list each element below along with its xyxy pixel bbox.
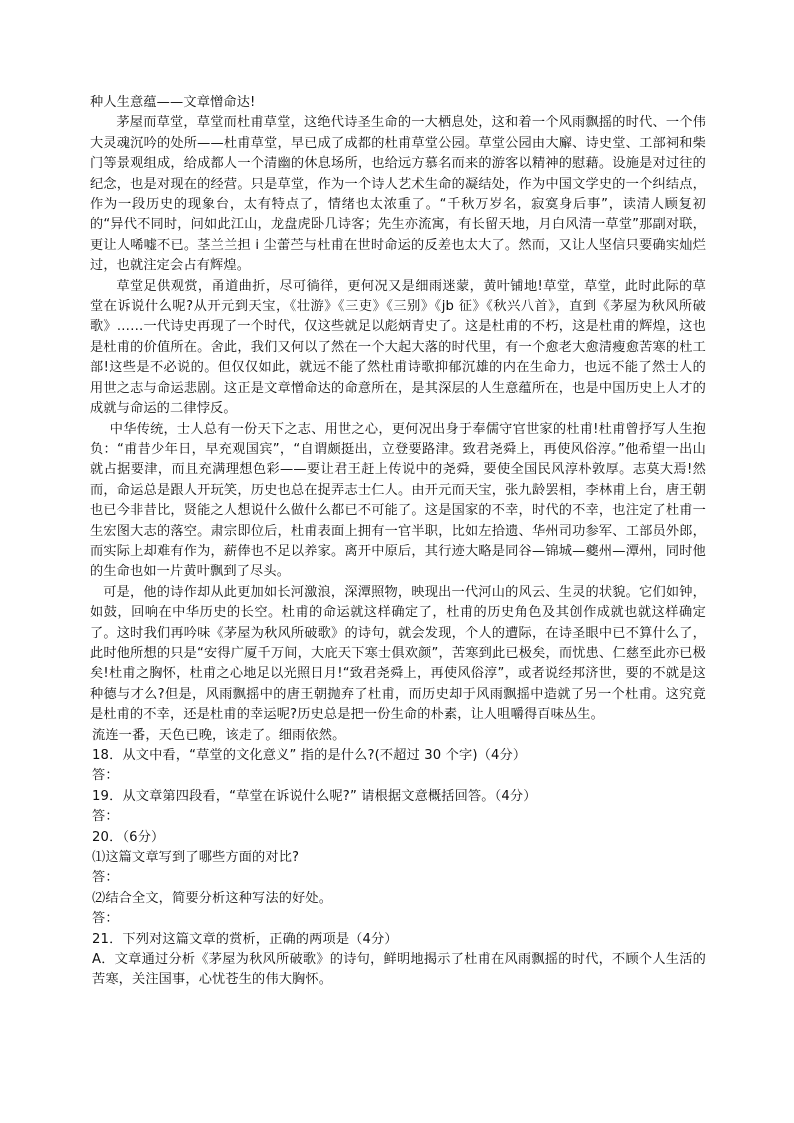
question-21: 21．下列对这篇文章的赏析，正确的两项是（4分） [92, 931, 398, 947]
question-21-option-a: A．文章通过分析《茅屋为秋风所破歌》的诗句，鲜明地揭示了杜甫在风雨飘摇的时代，不顾个人生活的苦寒，关注国事，心忧苍生的伟大胸怀。 [92, 952, 706, 988]
answer-18-label: 答： [92, 768, 119, 784]
article-body [90, 93, 706, 991]
question-20: 20．（6分） [92, 829, 165, 845]
question-18: 18．从文中看，“草堂的文化意义” 指的是什么?(不超过 30 个字)（4分） [92, 748, 527, 763]
paragraph-4: 可是，他的诗作却从此更加如长河激浪，深潭照物，映现出一代河山的风云、生灵的状貌。它们如钟，如鼓，回响在中华历史的长空。杜甫的命运就这样确定了，杜甫的历史角色及其创作成就也就这样确定了。这时我们再吟味《茅屋为秋风所破歌》的诗句，就会发现，个人的遭际，在诗圣眼中已不算什么了，此时他所想的只是“安得广厦千万间，大庇天下寒士俱欢颜”，苦寒到此已极矣，而忧患、仁慈至此亦已极矣!杜甫之胸怀，杜甫之心地足以光照日月!“致君尧舜上，再使风俗淳”，或者说经邦济世，要的不就是这种德与才么?但是，风雨飘摇中的唐王朝抛弃了杜甫，而历史却于风雨飘摇中造就了另一个杜甫。这究竟是杜甫的不幸，还是杜甫的幸运呢?历史总是把一份生命的朴素，让人咀嚼得百味丛生。 [90, 584, 706, 723]
paragraph-3: 中华传统，士人总有一份天下之志、用世之心，更何况出身于奉儒守官世家的杜甫!杜甫曾抒写人生抱负：“甫昔少年日，早充观国宾”，“自谓颇挺出，立登要路津。致君尧舜上，再使风俗淳。”他希望一出山就占据要津，而且充满理想色彩——要让君王赶上传说中的尧舜，要使全国民风淳朴敦厚。志莫大焉!然而，命运总是跟人开玩笑，历史也总在捉弄志士仁人。由开元而天宝，张九龄罢相，李林甫上台，唐王朝也已今非昔比，贤能之人想说什么做什么都已不可能了。这是国家的不幸，时代的不幸，也注定了杜甫一生宏图大志的落空。肃宗即位后，杜甫表面上拥有一官半职，比如左拾遗、华州司功参军、工部员外郎，而实际上却难有作为，薪俸也不足以养家。离开中原后，其行迹大略是同谷—锦城—夔州—潭州，同时他的生命也如一片黄叶飘到了尽头。 [90, 421, 706, 580]
answer-20-2-label: 答： [92, 911, 119, 927]
paragraph-5: 流连一番，天色已晚，该走了。细雨依然。 [92, 727, 346, 743]
answer-19-label: 答： [92, 809, 119, 825]
answer-20-1-label: 答： [92, 870, 119, 886]
paragraph-2: 草堂足供观赏，甬道曲折，尽可徜徉，更何况又是细雨迷蒙，黄叶铺地!草堂，草堂，此时此际的草堂在诉说什么呢?从开元到天宝，《壮游》《三吏》《三别》《jb 征》《秋兴八首》，直到《茅屋为秋风所破歌》……一代诗史再现了一个时代，仅这些就足以彪炳青史了。这是杜甫的不朽，这是杜甫的辉煌，这也是杜甫的价值所在。舍此，我们又何以了然在一个大起大落的时代里，有一个愈老大愈清瘦愈苦寒的杜工部!这些是不必说的。但仅仅如此，就远不能了然杜甫诗歌抑郁沉雄的内在生命力，也远不能了然士人的用世之志与命运悲剧。这正是文章憎命达的命意所在，是其深层的人生意蕴所在，也是中国历史上人才的成就与命运的二律悖反。 [90, 278, 706, 417]
paragraph-1: 茅屋而草堂，草堂而杜甫草堂，这绝代诗圣生命的一大栖息处，这和着一个风雨飘摇的时代、一个伟大灵魂沉吟的处所——杜甫草堂，早已成了成都的杜甫草堂公园。草堂公园由大廨、诗史堂、工部祠和柴门等景观组成，给成都人一个清幽的休息场所，也给远方慕名而来的游客以精神的慰藉。设施是对过往的纪念，也是对现在的经营。只是草堂，作为一个诗人艺术生命的凝结处，作为中国文学史的一个纠结点，作为一段历史的现象台，太有特点了，情绪也太浓重了。“千秋万岁名，寂寞身后事”，读清人顾复初的“异代不同时，问如此江山，龙盘虎卧几诗客；先生亦流寓，有长留天地，月白风清一草堂”那副对联，更让人唏嘘不已。茎兰兰担 i 尘蕾苎与杜甫在世时命运的反差也太大了。然而，又让人坚信只要确实灿烂过，也就注定会占有辉煌。 [90, 115, 706, 274]
question-20-part-1: ⑴这篇文章写到了哪些方面的对比? [92, 850, 300, 866]
question-20-part-2: ⑵结合全文，简要分析这种写法的好处。 [92, 890, 333, 906]
question-19: 19．从文章第四段看，“草堂在诉说什么呢?” 请根据文意概括回答。（4分） [92, 788, 537, 804]
paragraph-intro: 种人生意蕴——文章憎命达! [90, 95, 256, 110]
